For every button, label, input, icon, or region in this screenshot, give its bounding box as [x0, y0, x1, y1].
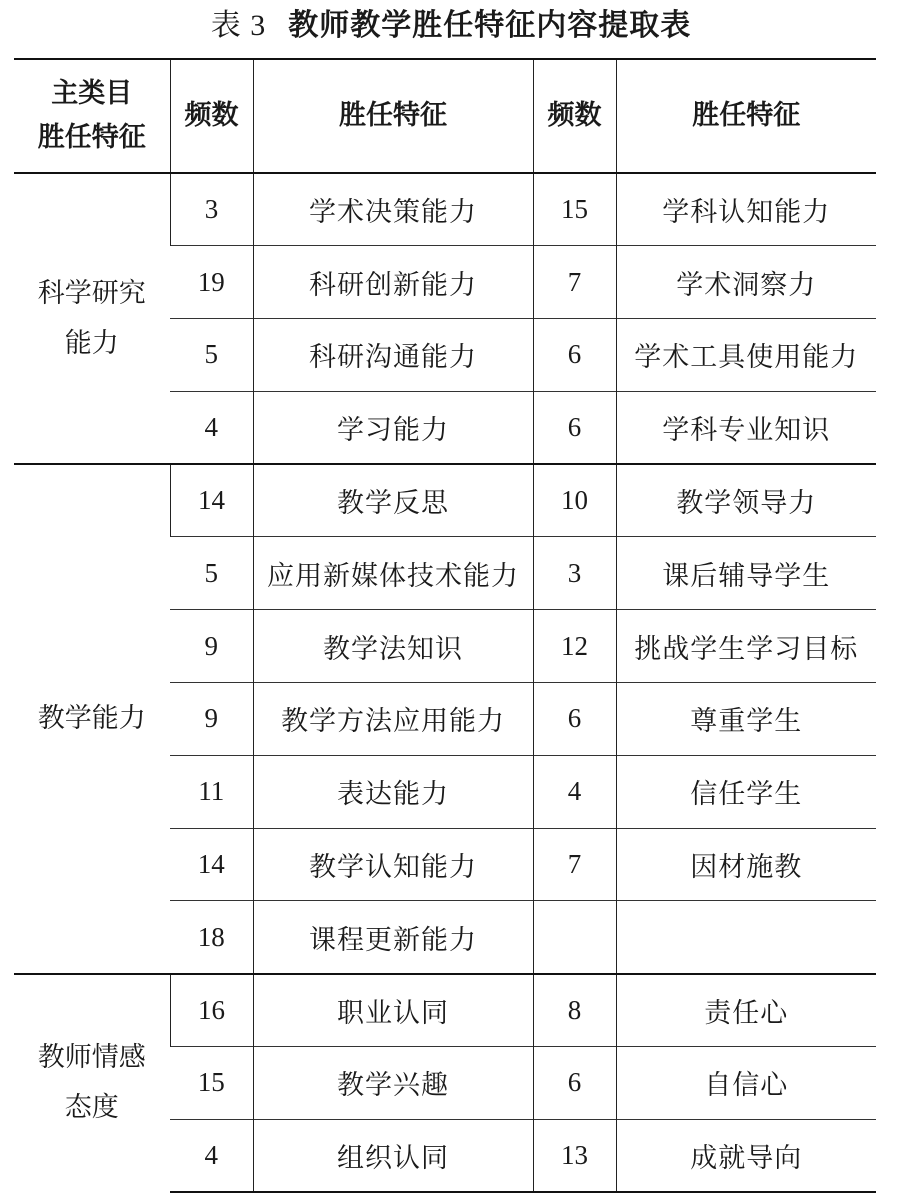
frequency-cell: 5 — [170, 319, 253, 392]
frequency-cell — [533, 901, 616, 974]
frequency-cell: 16 — [170, 974, 253, 1047]
feature-cell: 教学认知能力 — [253, 828, 533, 901]
frequency-cell: 4 — [170, 391, 253, 464]
feature-cell: 科研创新能力 — [253, 246, 533, 319]
header-freq-2: 频数 — [533, 59, 616, 173]
frequency-cell: 6 — [533, 391, 616, 464]
feature-cell: 教学方法应用能力 — [253, 683, 533, 756]
frequency-cell: 13 — [533, 1119, 616, 1192]
header-category-line1: 主类目 — [51, 78, 133, 109]
table-title: 教师教学胜任特征内容提取表 — [288, 8, 692, 43]
table-body — [14, 173, 876, 1192]
feature-cell: 学术决策能力 — [253, 173, 533, 246]
frequency-cell: 9 — [170, 683, 253, 756]
feature-cell: 学术洞察力 — [616, 246, 876, 319]
feature-cell: 信任学生 — [616, 755, 876, 828]
category-line1: 教学能力 — [37, 702, 146, 734]
frequency-cell: 5 — [170, 537, 253, 610]
frequency-cell: 7 — [533, 246, 616, 319]
frequency-cell: 6 — [533, 319, 616, 392]
feature-cell: 应用新媒体技术能力 — [253, 537, 533, 610]
frequency-cell: 19 — [170, 246, 253, 319]
feature-cell: 挑战学生学习目标 — [616, 610, 876, 683]
frequency-cell: 11 — [170, 755, 253, 828]
table-row — [14, 173, 876, 246]
feature-cell: 学科专业知识 — [616, 391, 876, 464]
feature-cell: 责任心 — [616, 974, 876, 1047]
category-cell — [14, 464, 170, 974]
frequency-cell: 10 — [533, 464, 616, 537]
category-line1: 科学研究 — [37, 277, 146, 309]
header-category-line2: 胜任特征 — [37, 122, 146, 153]
table-row — [14, 464, 876, 537]
frequency-cell: 7 — [533, 828, 616, 901]
feature-cell: 成就导向 — [616, 1119, 876, 1192]
feature-cell: 自信心 — [616, 1047, 876, 1120]
header-row — [14, 59, 876, 173]
frequency-cell: 12 — [533, 610, 616, 683]
header-category — [14, 59, 170, 173]
frequency-cell: 6 — [533, 1047, 616, 1120]
frequency-cell: 3 — [170, 173, 253, 246]
category-cell — [14, 974, 170, 1192]
feature-cell — [616, 901, 876, 974]
category-line2: 态度 — [64, 1092, 119, 1124]
category-line2: 能力 — [64, 327, 119, 359]
feature-cell: 课程更新能力 — [253, 901, 533, 974]
feature-cell: 职业认同 — [253, 974, 533, 1047]
competency-table — [14, 58, 876, 1193]
feature-cell: 科研沟通能力 — [253, 319, 533, 392]
feature-cell: 学术工具使用能力 — [616, 319, 876, 392]
frequency-cell: 8 — [533, 974, 616, 1047]
frequency-cell: 14 — [170, 828, 253, 901]
category-cell — [14, 173, 170, 464]
feature-cell: 课后辅导学生 — [616, 537, 876, 610]
frequency-cell: 4 — [533, 755, 616, 828]
feature-cell: 表达能力 — [253, 755, 533, 828]
table-caption — [0, 0, 902, 52]
feature-cell: 学习能力 — [253, 391, 533, 464]
header-freq-1: 频数 — [170, 59, 253, 173]
feature-cell: 尊重学生 — [616, 683, 876, 756]
frequency-cell: 9 — [170, 610, 253, 683]
header-feature-2: 胜任特征 — [616, 59, 876, 173]
table-number: 表 3 — [210, 9, 267, 42]
feature-cell: 教学反思 — [253, 464, 533, 537]
frequency-cell: 18 — [170, 901, 253, 974]
frequency-cell: 4 — [170, 1119, 253, 1192]
frequency-cell: 3 — [533, 537, 616, 610]
feature-cell: 教学法知识 — [253, 610, 533, 683]
frequency-cell: 14 — [170, 464, 253, 537]
category-line1: 教师情感 — [37, 1042, 146, 1074]
feature-cell: 因材施教 — [616, 828, 876, 901]
frequency-cell: 15 — [170, 1047, 253, 1120]
feature-cell: 教学领导力 — [616, 464, 876, 537]
feature-cell: 教学兴趣 — [253, 1047, 533, 1120]
feature-cell: 组织认同 — [253, 1119, 533, 1192]
header-feature-1: 胜任特征 — [253, 59, 533, 173]
table-row — [14, 974, 876, 1047]
feature-cell: 学科认知能力 — [616, 173, 876, 246]
frequency-cell: 15 — [533, 173, 616, 246]
frequency-cell: 6 — [533, 683, 616, 756]
